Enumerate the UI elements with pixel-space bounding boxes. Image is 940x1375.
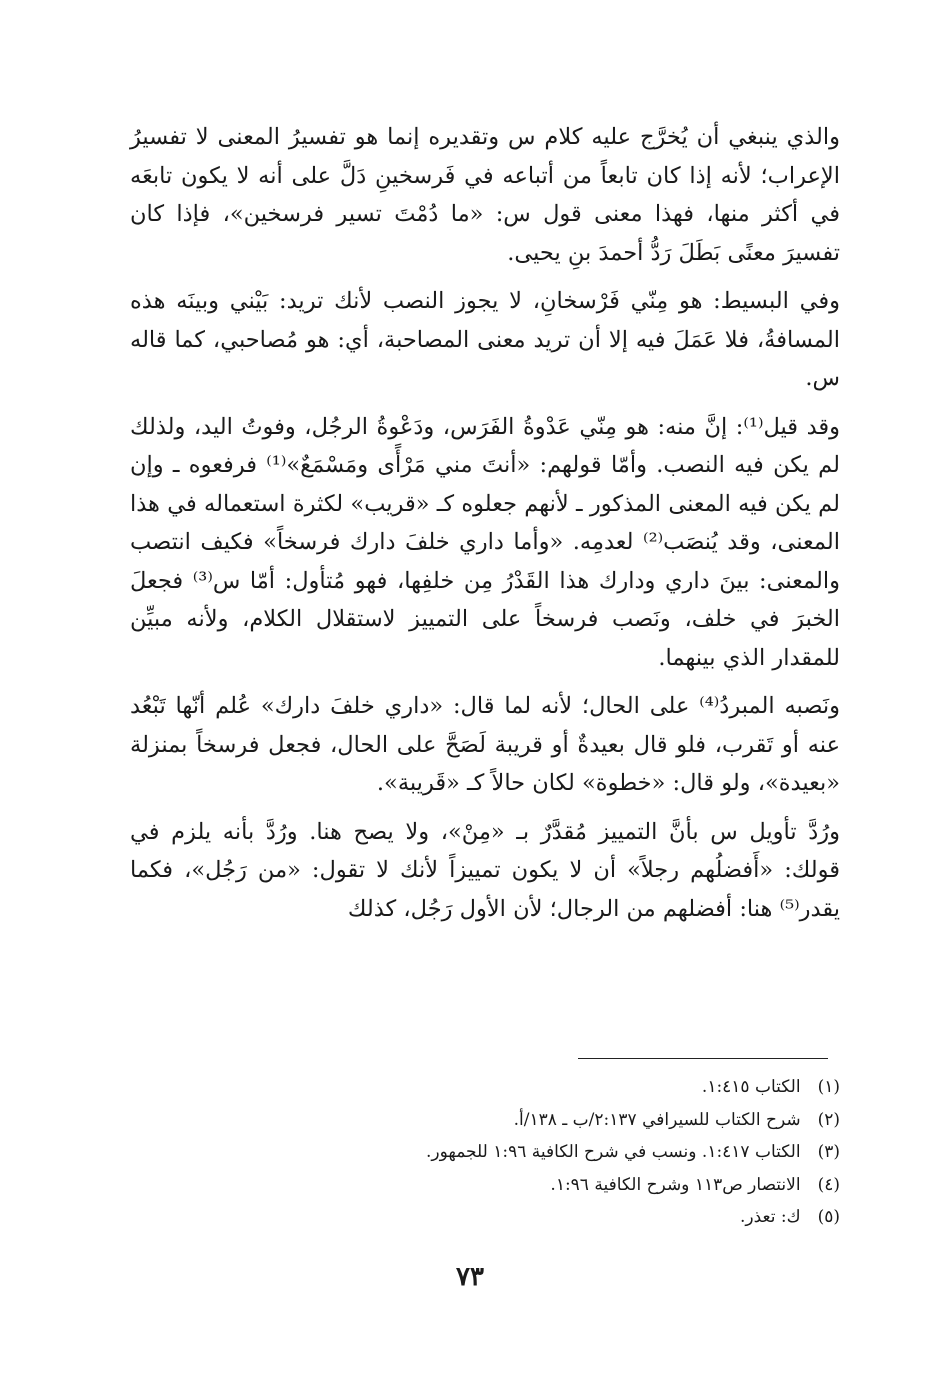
footnote-text: الكتاب ١:٤١٧. ونسب في شرح الكافية ١:٩٦ للجمهور. — [425, 1142, 801, 1162]
main-text — [130, 118, 840, 938]
paragraph-5: ورُدَّ تأويل س بأنَّ التمييز مُقدَّرٌ بـ «مِنْ»، ولا يصح هنا. ورُدَّ بأنه يلزم في قولك: «أَفضلُهم رجلاً» أن لا يكون تمييزاً لأنك لا تقول: «من رَجُل»، فكما يقدر⁽⁵⁾ هنا: أفضلهم من الرجال؛ لأن الأول رَجُل، كذلك — [130, 818, 840, 922]
paragraph-2: وفي البسيط: هو مِنّي فَرْسخانِ، لا يجوز النصب لأنك تريد: بَيْني وبينَه هذه المسافةُ، فلا عَمَلَ فيه إلا أن تريد معنى المصاحبة، أي: هو مُصاحبي، كما قاله س. — [130, 288, 840, 391]
paragraph-4: ونَصبه المبردُ⁽⁴⁾ على الحال؛ لأنه لما قال: «داري خلفَ دارك» عُلم أنّها تَبْعُد عنه أو تَقرب، فلو قال بعيدةٌ أو قريبة لَصَحَّ على الحال، فجعل فرسخاً بمنزلة «بعيدة»، ولو قال: «خطوة» لكان حالاً كـ «قَريبة». — [130, 693, 840, 796]
footnote-text: ك: تعذر. — [739, 1207, 801, 1227]
page-number: ٧٣ — [456, 1262, 484, 1292]
footnote-number: (١) — [817, 1077, 840, 1097]
footnote-3 — [130, 1136, 840, 1169]
footnote-divider — [578, 1058, 828, 1059]
footnote-text: الكتاب ١:٤١٥. — [701, 1077, 801, 1097]
footnote-2 — [130, 1104, 840, 1137]
paragraph-3: وقد قيل⁽¹⁾: إنَّ منه: هو مِنّي عَدْوةُ الفَرَس، ودَعْوةُ الرجُل، وفوتُ اليد، ولذلك لم يكن فيه النصب. وأمّا قولهم: «أنتَ مني مَرْأًى ومَسْمَعٌ»⁽¹⁾ فرفعوه ـ وإن لم يكن فيه المعنى المذكور ـ لأنهم جعلوه كـ «قريب» لكثرة استعماله في هذا المعنى، وقد يُنصَب⁽²⁾ لعدمِه. «وأما داري خلفَ دارك فرسخاً» فكيف انتصب والمعنى: بينَ داري ودارك هذا القَدْرُ مِن خلفِها، فهو مُتأول: أمّا س⁽³⁾ فجعلَ الخبرَ في خلف، ونَصب فرسخاً على التمييز لاستقلال الكلام، ولأنه مبيِّن للمقدار الذي بينهما. — [130, 413, 841, 671]
footnote-4 — [130, 1169, 840, 1202]
footnote-5 — [130, 1201, 840, 1234]
paragraph-1: والذي ينبغي أن يُخرَّج عليه كلام س وتقديره إنما هو تفسيرُ المعنى لا تفسيرُ الإعراب؛ لأنه إذا كان تابعاً من أتباعه في فَرسخينِ دَلَّ على أنه لا يكون تابعَه في أكثر منها، فهذا معنى قول س: «ما دُمْتَ تسير فرسخين»، فإذا كان تفسيرَ معنًى بَطَلَ رَدُّ أحمدَ بنِ يحيى. — [130, 124, 840, 266]
footnote-text: شرح الكتاب للسيرافي ٢:١٣٧/ب ـ ١٣٨/أ. — [513, 1109, 801, 1130]
footnote-text: الانتصار ص١١٣ وشرح الكافية ١:٩٦. — [550, 1174, 801, 1195]
footnote-number: (٢) — [817, 1109, 840, 1130]
footnote-number: (٥) — [817, 1207, 840, 1227]
footnotes — [130, 1071, 840, 1234]
footnote-1 — [130, 1071, 840, 1104]
footnote-number: (٤) — [817, 1174, 840, 1195]
footnote-number: (٣) — [817, 1142, 840, 1162]
